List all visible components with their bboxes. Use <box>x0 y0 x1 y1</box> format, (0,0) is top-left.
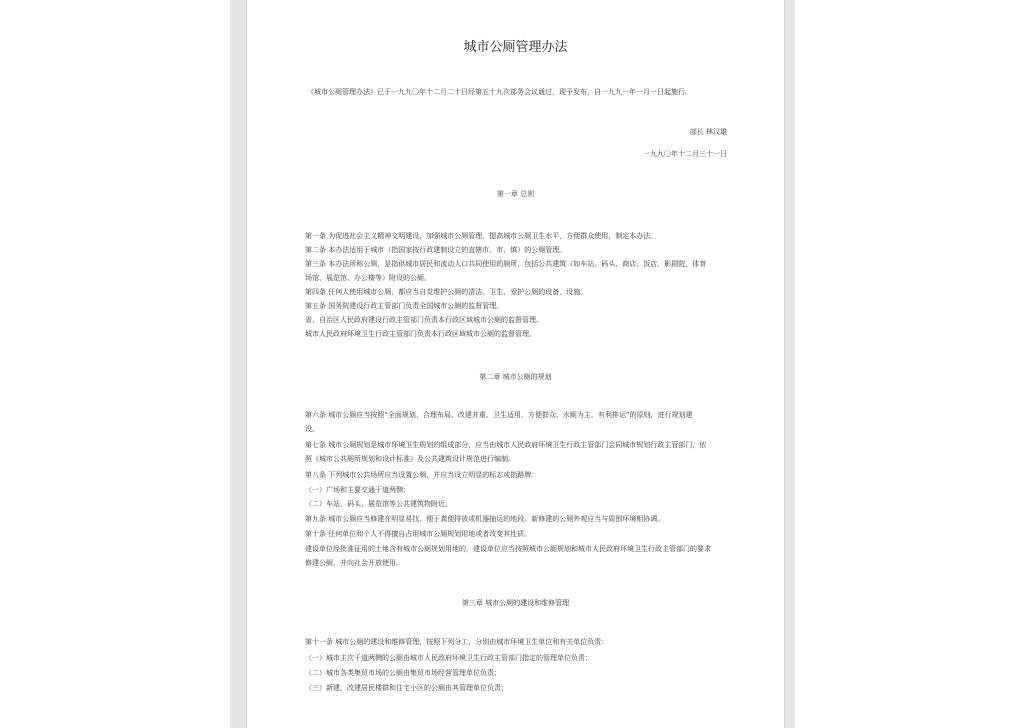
paragraph-line: 第一条 为促进社会主义精神文明建设，加强城市公厕管理，提高城市公厕卫生水平，方便群众使用，制定本办法。 <box>305 232 658 240</box>
paragraph-line: 第三条 本办法所称公厕，是指供城市居民和流动人口共同使用的厕所，包括公共建筑（如车站、码头、商店、饭店、影剧院、体育 <box>305 260 707 268</box>
paragraph-line: 修建公厕，并向社会开放使用。 <box>305 559 403 567</box>
paragraph-line: 设。 <box>305 425 319 433</box>
document-title: 城市公厕管理办法 <box>463 40 568 55</box>
paragraph-line: （三）新建、改建居民楼群和住宅小区的公厕由其管理单位负责； <box>305 684 508 692</box>
paragraph-line: （一）广场和主要交通干道两侧； <box>305 486 410 494</box>
paragraph-line: （一）城市主次干道两侧的公厕由城市人民政府环境卫生行政主管部门指定的管理单位负责； <box>305 654 592 662</box>
paragraph-line: 第九条 城市公厕应当修建在明显易找、便于粪便排放或机器抽运的地段。新修建的公厕外观应当与周围环境相协调。 <box>305 515 665 523</box>
paragraph-line: （二）车站、码头、展览馆等公共建筑物附近。 <box>305 500 452 508</box>
paragraph-line: （二）城市各类集贸市场的公厕由集贸市场经营管理单位负责； <box>305 669 501 677</box>
document-page[interactable] <box>246 0 785 728</box>
chapter-heading: 第二章 城市公厕的规划 <box>479 373 552 381</box>
chapter-heading: 第一章 总则 <box>496 190 535 198</box>
paragraph-line: 省、自治区人民政府建设行政主管部门负责本行政区域城市公厕的监督管理。 <box>305 316 543 324</box>
preamble: 《城市公厕管理办法》已于一九九〇年十二月二十日经第五十九次部务会议通过，现予发布，自一九九一年一月一日起施行。 <box>307 88 692 96</box>
paragraph-line: 建设单位经批准征用的土地含有城市公厕规划用地的，建设单位应当按照城市公厕规划和城市人民政府环境卫生行政主管部门的要求 <box>305 545 711 553</box>
signature: 部长 林汉雄 <box>689 128 727 136</box>
paragraph-line: 第八条 下列城市公共场所应当设置公厕，并应当设立明显的标志或指路牌： <box>305 471 539 479</box>
paragraph-line: 第二条 本办法适用于城市（指国家按行政建制设立的直辖市、市、镇）的公厕管理。 <box>305 246 567 254</box>
paragraph-line: 照《城市公共厕所规划和设计标准》及公共建筑设计规范进行编制。 <box>305 455 515 463</box>
chapter-heading: 第三章 城市公厕的建设和维修管理 <box>461 599 570 607</box>
paragraph-line: 第四条 任何人使用城市公厕，都应当自觉维护公厕的清洁、卫生，爱护公厕的设备、设施。 <box>305 288 588 296</box>
paragraph-line: 第六条 城市公厕应当按照“全面规划、合理布局、改建并重、卫生适用、方便群众、水厕为主、有利排运”的原则，进行规划建 <box>305 411 693 419</box>
paragraph-line: 第五条 国务院建设行政主管部门负责全国城市公厕的监督管理。 <box>305 302 504 310</box>
paragraph-line: 第十一条 城市公厕的建设和维修管理，按照下列分工，分别由城市环境卫生单位和有关单位负责： <box>305 638 609 646</box>
paragraph-line: 场馆、展览馆、办公楼等）附设的公厕。 <box>305 274 431 282</box>
paragraph-line: 城市人民政府环境卫生行政主管部门负责本行政区域城市公厕的监督管理。 <box>305 330 536 338</box>
paragraph-line: 第十条 任何单位和个人不得擅自占用城市公厕规划用地或者改变其性质。 <box>305 530 532 538</box>
paragraph-line: 第七条 城市公厕规划是城市环境卫生规划的组成部分，应当由城市人民政府环境卫生行政主管部门会同城市规划行政主管部门，依 <box>305 441 707 449</box>
issue-date: 一九九〇年十二月三十一日 <box>643 150 727 158</box>
